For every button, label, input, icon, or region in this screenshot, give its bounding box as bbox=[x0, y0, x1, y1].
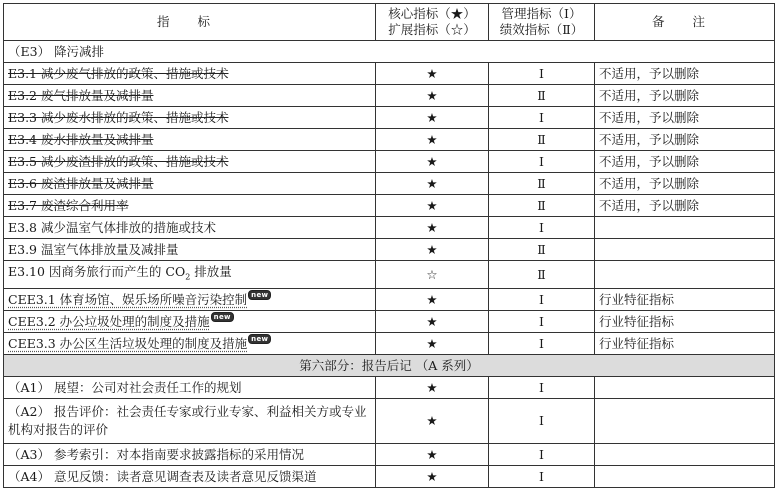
remark-cell: 不适用，予以删除 bbox=[595, 107, 775, 129]
remark-cell: 不适用，予以删除 bbox=[595, 63, 775, 85]
indicator-text: E3.4 废水排放量及减排量 bbox=[8, 132, 154, 147]
indicator-text: E3.8 减少温室气体排放的措施或技术 bbox=[4, 217, 376, 239]
remark-cell bbox=[595, 217, 775, 239]
new-badge-icon: new bbox=[248, 290, 271, 300]
indicator-type: Ⅰ bbox=[489, 63, 595, 85]
header-indicator: 指 标 bbox=[4, 4, 376, 41]
table-row bbox=[4, 443, 775, 465]
indicator-text: CEE3.2 办公垃圾处理的制度及措施 bbox=[8, 313, 210, 329]
table-row bbox=[4, 261, 775, 289]
core-star: ★ bbox=[376, 107, 489, 129]
indicator-type: Ⅰ bbox=[489, 398, 595, 443]
table-row bbox=[4, 310, 775, 332]
core-star: ★ bbox=[376, 376, 489, 398]
core-star: ★ bbox=[376, 443, 489, 465]
table-row bbox=[4, 465, 775, 487]
remark-cell: 不适用，予以删除 bbox=[595, 195, 775, 217]
core-star: ★ bbox=[376, 217, 489, 239]
core-star: ★ bbox=[376, 85, 489, 107]
indicator-text: （A2） 报告评价：社会责任专家或行业专家、利益相关方或专业机构对报告的评价 bbox=[4, 398, 376, 443]
remark-cell bbox=[595, 376, 775, 398]
remark-cell bbox=[595, 261, 775, 289]
header-remark: 备 注 bbox=[595, 4, 775, 41]
indicator-text: E3.5 减少废渣排放的政策、措施或技术 bbox=[8, 154, 229, 169]
remark-cell: 不适用，予以删除 bbox=[595, 85, 775, 107]
table-row bbox=[4, 195, 775, 217]
indicator-text: E3.6 废渣排放量及减排量 bbox=[8, 176, 154, 191]
table-row bbox=[4, 63, 775, 85]
core-star: ★ bbox=[376, 465, 489, 487]
core-star: ★ bbox=[376, 310, 489, 332]
core-star: ★ bbox=[376, 332, 489, 354]
remark-cell bbox=[595, 443, 775, 465]
core-star: ★ bbox=[376, 239, 489, 261]
new-badge-icon: new bbox=[248, 334, 271, 344]
indicator-type: Ⅱ bbox=[489, 195, 595, 217]
indicator-type: Ⅰ bbox=[489, 376, 595, 398]
remark-cell: 不适用，予以删除 bbox=[595, 151, 775, 173]
indicator-type: Ⅰ bbox=[489, 443, 595, 465]
indicator-text: E3.9 温室气体排放量及减排量 bbox=[4, 239, 376, 261]
indicator-type: Ⅱ bbox=[489, 261, 595, 289]
table-row bbox=[4, 151, 775, 173]
remark-cell: 行业特征指标 bbox=[595, 288, 775, 310]
section-title-e3: （E3） 降污减排 bbox=[4, 41, 775, 63]
section-row-e3 bbox=[4, 41, 775, 63]
remark-cell: 行业特征指标 bbox=[595, 332, 775, 354]
table-row bbox=[4, 376, 775, 398]
header-management-performance: 管理指标（Ⅰ） 绩效指标（Ⅱ） bbox=[489, 4, 595, 41]
indicator-type: Ⅰ bbox=[489, 107, 595, 129]
table-row bbox=[4, 239, 775, 261]
table-row bbox=[4, 332, 775, 354]
indicator-type: Ⅱ bbox=[489, 85, 595, 107]
remark-cell: 不适用，予以删除 bbox=[595, 129, 775, 151]
remark-cell bbox=[595, 465, 775, 487]
core-star: ★ bbox=[376, 63, 489, 85]
table-row bbox=[4, 398, 775, 443]
core-star: ★ bbox=[376, 195, 489, 217]
indicator-type: Ⅰ bbox=[489, 151, 595, 173]
table-row bbox=[4, 217, 775, 239]
indicator-text: E3.10 因商务旅行而产生的 $CO_2$ 排放量 bbox=[4, 261, 376, 289]
indicator-text: CEE3.3 办公区生活垃圾处理的制度及措施 bbox=[8, 335, 248, 351]
core-star: ★ bbox=[376, 129, 489, 151]
indicator-type: Ⅰ bbox=[489, 217, 595, 239]
table-row bbox=[4, 85, 775, 107]
indicator-type: Ⅱ bbox=[489, 129, 595, 151]
indicator-text: CEE3.1 体育场馆、娱乐场所噪音污染控制 bbox=[8, 291, 248, 307]
remark-cell: 行业特征指标 bbox=[595, 310, 775, 332]
section-title-part6: 第六部分：报告后记 （A 系列） bbox=[4, 354, 775, 376]
indicator-type: Ⅰ bbox=[489, 465, 595, 487]
table-row bbox=[4, 288, 775, 310]
table-row bbox=[4, 173, 775, 195]
core-star: ★ bbox=[376, 288, 489, 310]
header-core-extended: 核心指标（★） 扩展指标（☆） bbox=[376, 4, 489, 41]
extended-star: ☆ bbox=[376, 261, 489, 289]
indicator-type: Ⅱ bbox=[489, 173, 595, 195]
indicator-type: Ⅰ bbox=[489, 332, 595, 354]
indicator-text: （A3） 参考索引：对本指南要求披露指标的采用情况 bbox=[4, 443, 376, 465]
remark-cell: 不适用，予以删除 bbox=[595, 173, 775, 195]
indicator-text: （A1） 展望：公司对社会责任工作的规划 bbox=[4, 376, 376, 398]
core-star: ★ bbox=[376, 398, 489, 443]
indicator-type: Ⅱ bbox=[489, 239, 595, 261]
indicator-text: E3.7 废渣综合利用率 bbox=[8, 198, 129, 213]
indicator-text: E3.2 废气排放量及减排量 bbox=[8, 88, 154, 103]
remark-cell bbox=[595, 398, 775, 443]
indicator-table bbox=[3, 3, 775, 488]
table-row bbox=[4, 107, 775, 129]
new-badge-icon: new bbox=[211, 312, 234, 322]
indicator-text: （A4） 意见反馈：读者意见调查表及读者意见反馈渠道 bbox=[4, 465, 376, 487]
core-star: ★ bbox=[376, 151, 489, 173]
core-star: ★ bbox=[376, 173, 489, 195]
indicator-text: E3.3 减少废水排放的政策、措施或技术 bbox=[8, 110, 229, 125]
remark-cell bbox=[595, 239, 775, 261]
indicator-text: E3.1 减少废气排放的政策、措施或技术 bbox=[8, 66, 229, 81]
indicator-type: Ⅰ bbox=[489, 310, 595, 332]
table-row bbox=[4, 129, 775, 151]
section-row-part6 bbox=[4, 354, 775, 376]
table-header-row bbox=[4, 4, 775, 41]
indicator-type: Ⅰ bbox=[489, 288, 595, 310]
